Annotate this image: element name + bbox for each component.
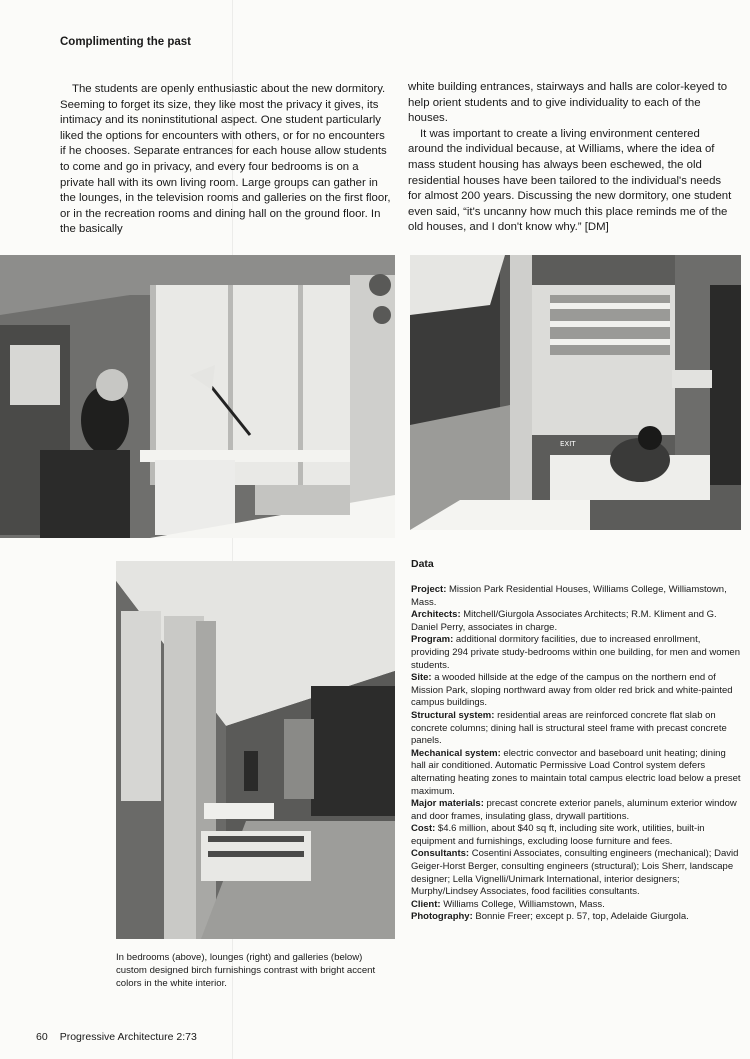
data-entry-label: Architects: <box>411 609 461 621</box>
data-entry-text: additional dormitory facilities, due to increased enrollment, providing 294 private study-bedrooms within one building, for men and women students. <box>411 634 740 671</box>
data-entry-program <box>411 634 741 672</box>
page-number: 60 <box>36 1031 48 1043</box>
data-entry-label: Mechanical system: <box>411 747 501 759</box>
body-column-right <box>408 80 736 236</box>
gallery-photo <box>116 561 395 939</box>
data-entry-label: Consultants: <box>411 848 470 860</box>
data-entry-text: a wooded hillside at the edge of the campus on the northern end of Mission Park, sloping northward away from older red brick and white-painted campus buildings. <box>411 672 733 709</box>
data-entry-mechanical-system <box>411 748 741 798</box>
page-footer <box>36 1031 197 1043</box>
body-paragraph: It was important to create a living environment centered around the individual because, at Williams, where the idea of mass student housing has always been eschewed, the old residential houses have been tailored to the individual's needs for almost 200 years. Discussing the new dormitory, one student even said, “it's uncanny how much this place reminds me of the old houses, and I don't know why.” [DM] <box>408 127 732 234</box>
body-paragraph: white building entrances, stairways and halls are color-keyed to help orient students and to give individuality to each of the houses. <box>408 81 728 125</box>
data-entry-text: $4.6 million, about $40 sq ft, including site work, utilities, built-in equipment and furnishings, excluding loose furniture and fees. <box>411 823 705 847</box>
data-entry-label: Cost: <box>411 823 436 835</box>
data-entry-site <box>411 672 741 710</box>
data-entry-text: Bonnie Freer; except p. 57, top, Adelaide Giurgola. <box>475 911 689 923</box>
body-column-left <box>60 82 393 238</box>
data-section-title: Data <box>411 558 434 570</box>
data-entry-text: residential areas are reinforced concrete flat slab on concrete columns; dining hall is structural steel frame with precast concrete panels. <box>411 709 727 747</box>
data-entry-label: Major materials: <box>411 798 484 810</box>
data-entry-label: Site: <box>411 672 432 684</box>
data-entry-text: Williams College, Williamstown, Mass. <box>443 898 605 910</box>
data-entry-text: Cosentini Associates, consulting engineers (mechanical); David Geiger-Horst Berger, consulting engineers (structural); Lois Sherr, landscape designer; Lella Vignelli/Unimark International, interior designers; Murphy/Lindsey Associates, food facilities consultants. <box>411 848 739 898</box>
body-paragraph: The students are openly enthusiastic about the new dormitory. Seeming to forget its size, they like most the privacy it gives, its intimacy and its noninstitutional aspect. One student particularly liked the options for encounters with others, or for no encounters if he chooses. Separate entrances for each house allow students to come and go in privacy, and every four bedrooms is on a private hall with its own living room. Large groups can gather in the lounges, in the television rooms and galleries on the first floor, or in the recreation rooms and dining hall on the ground floor. In the basically <box>60 83 391 236</box>
data-entry-client <box>411 899 741 912</box>
data-entry-text: precast concrete exterior panels, aluminum exterior window and door frames, insulating glass, drywall partitions. <box>411 798 737 822</box>
data-entry-label: Client: <box>411 898 441 910</box>
data-entry-text: Mission Park Residential Houses, Williams College, Williamstown, Mass. <box>411 584 727 608</box>
data-entry-cost <box>411 823 741 848</box>
data-entry-consultants <box>411 848 741 898</box>
data-entry-label: Program: <box>411 634 454 646</box>
data-list <box>411 584 741 924</box>
data-entry-text: electric convector and baseboard unit heating; dining hall air conditioned. Automatic Permissive Load Control system defers alternating heating zones to maintain total campus electric load below a preset maximum. <box>411 747 741 797</box>
data-entry-text: Mitchell/Giurgola Associates Architects; R.M. Kliment and G. Daniel Perry, associates in charge. <box>411 609 717 633</box>
data-entry-project <box>411 584 741 609</box>
exit-sign: EXIT <box>560 440 576 448</box>
data-entry-label: Project: <box>411 584 447 595</box>
data-entry-label: Structural system: <box>411 709 495 721</box>
data-entry-label: Photography: <box>411 911 473 923</box>
bedroom-photo <box>0 255 395 538</box>
photo-caption: In bedrooms (above), lounges (right) and galleries (below) custom designed birch furnishings contrast with bright accent colors in the white interior. <box>116 952 376 989</box>
section-title: Complimenting the past <box>60 36 191 48</box>
data-entry-architects <box>411 609 741 634</box>
lounge-photo <box>410 255 741 530</box>
publication-name: Progressive Architecture 2:73 <box>59 1031 197 1043</box>
data-entry-structural-system <box>411 710 741 748</box>
data-entry-photography <box>411 911 741 924</box>
data-entry-major-materials <box>411 798 741 823</box>
